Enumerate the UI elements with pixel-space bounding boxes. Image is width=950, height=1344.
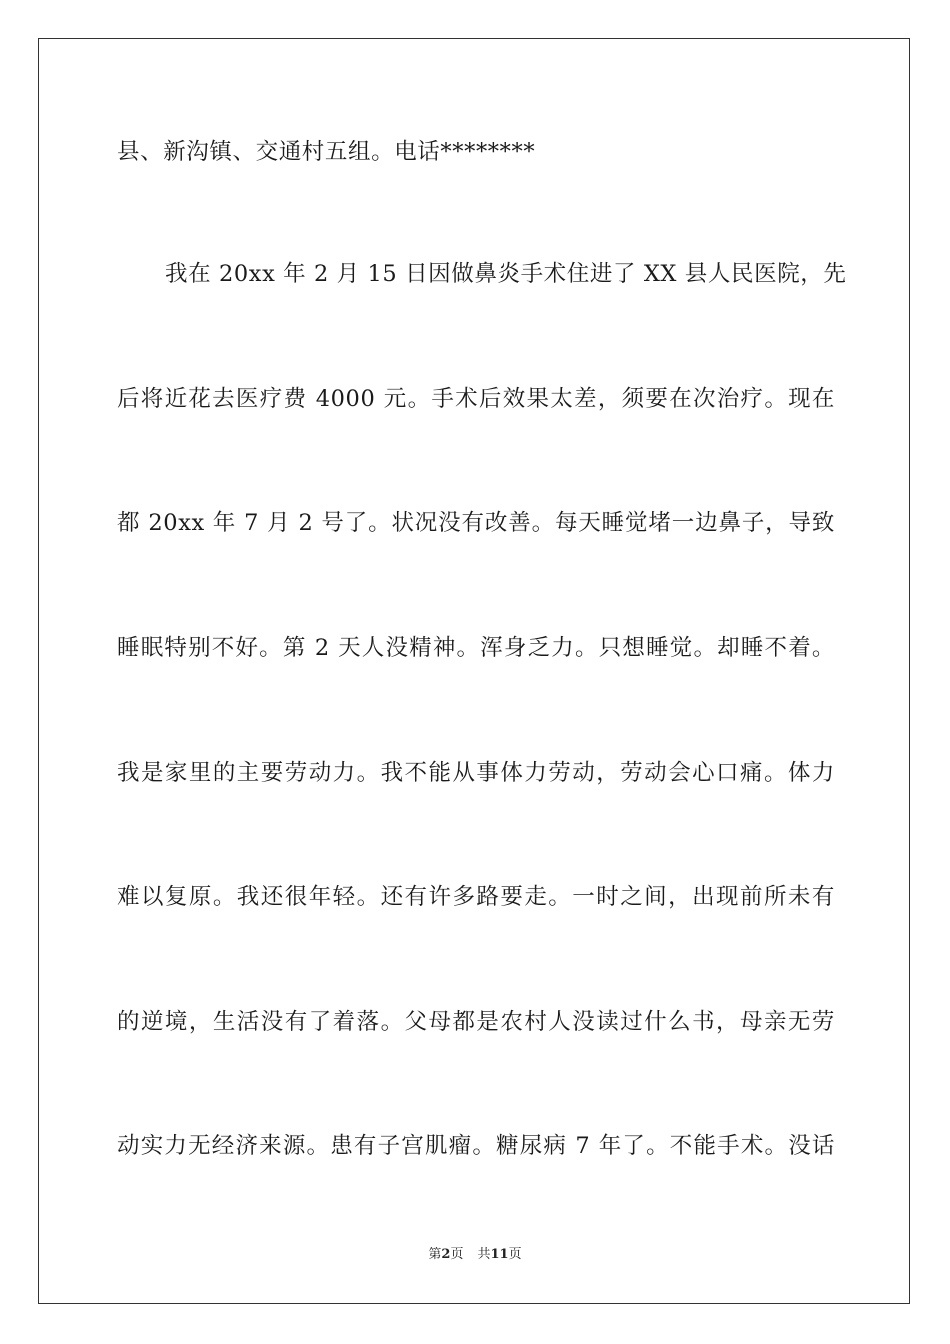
total-label-suffix: 页 — [508, 1247, 522, 1262]
current-page-number: 2 — [441, 1247, 451, 1262]
page-label-suffix: 页 — [450, 1247, 464, 1262]
total-label-prefix: 共 — [477, 1247, 491, 1262]
text-line-2: 我在 20xx 年 2 月 15 日因做鼻炎手术住进了 XX 县人民医院，先 — [165, 261, 847, 287]
text-line-4: 都 20xx 年 7 月 2 号了。状况没有改善。每天睡觉堵一边鼻子，导致 — [117, 510, 835, 536]
text-line-7: 难以复原。我还很年轻。还有许多路要走。一时之间，出现前所未有 — [117, 884, 835, 910]
text-line-5: 睡眠特别不好。第 2 天人没精神。浑身乏力。只想睡觉。却睡不着。 — [117, 635, 835, 661]
text-line-1: 县、新沟镇、交通村五组。电话******** — [117, 139, 536, 165]
page-footer — [0, 1246, 950, 1264]
text-line-8: 的逆境，生活没有了着落。父母都是农村人没读过什么书，母亲无劳 — [117, 1009, 835, 1035]
page-label-prefix: 第 — [428, 1247, 442, 1262]
text-line-6: 我是家里的主要劳动力。我不能从事体力劳动，劳动会心口痛。体力 — [117, 760, 835, 786]
text-line-3: 后将近花去医疗费 4000 元。手术后效果太差，须要在次治疗。现在 — [117, 386, 835, 412]
text-line-9: 动实力无经济来源。患有子宫肌瘤。糖尿病 7 年了。不能手术。没话 — [117, 1133, 835, 1159]
total-pages-number: 11 — [490, 1247, 509, 1262]
page-border — [38, 38, 910, 1304]
